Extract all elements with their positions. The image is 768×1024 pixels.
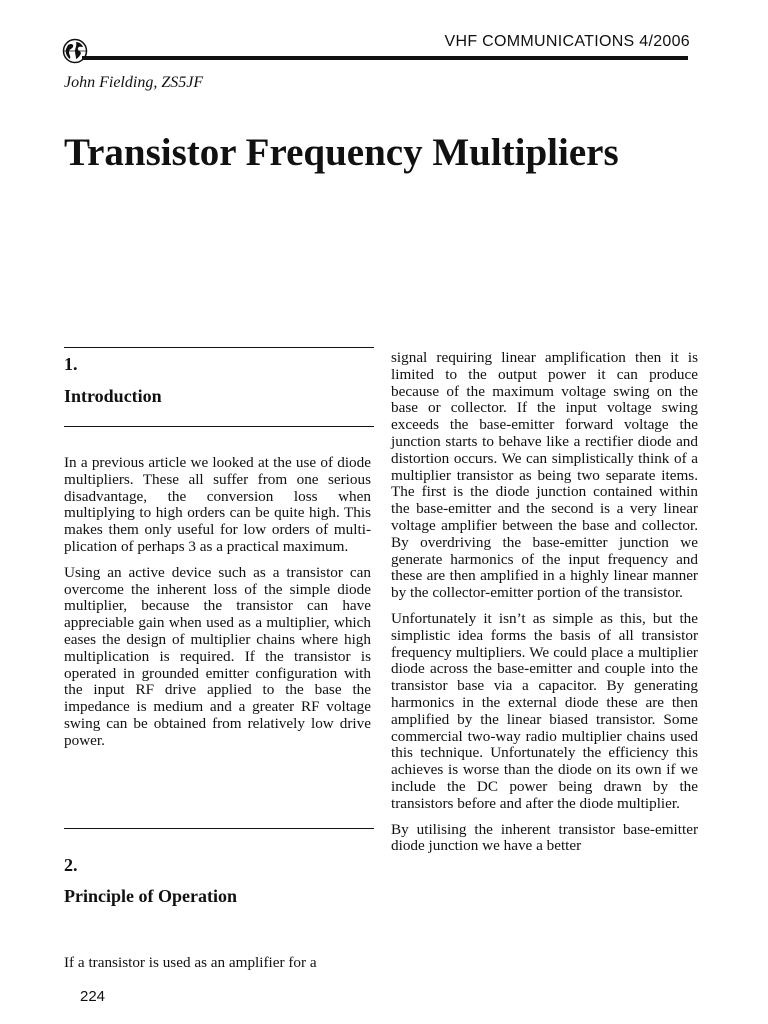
globe-icon (62, 38, 88, 64)
author-name: John Fielding, ZS5JF (64, 74, 204, 91)
section-body (64, 955, 371, 981)
section-heading: Principle of Operation (64, 886, 237, 906)
section-rule-top (64, 347, 374, 348)
body-paragraph: Unfortunately it isn’t as simple as this, but the simplistic idea forms the basis of all transistor frequency multipliers. We could place a multiplier diode across the base-emitter and couple into the transistor base via a capacitor. By generating harmonics in the external diode these are then amplified by the linear biased transistor. Some commercial two-way radio multiplier chains used this technique. Unfortunately the efficiency this achieves is worse than the diode on its own if we include the DC power being drawn by the transistors before and after the diode multiplier. (391, 609, 698, 812)
body-paragraph: If a transistor is used as an amplifier for a (64, 954, 317, 971)
body-paragraph: Using an active device such as a transistor can overcome the inherent loss of the simple diode multiplier, because the transistor can have appreciable gain when used as a multiplier, which eases the design of multiplier chains where high multiplication is required. If the transistor is operated in grounded emitter configuration with the input RF drive applied to the base the impedance is medium and a greater RF voltage swing can be obtained from relatively low drive power. (64, 563, 371, 749)
section-rule-top (64, 828, 374, 829)
page-number: 224 (80, 988, 106, 1005)
right-column (391, 350, 698, 864)
header-rule (82, 56, 688, 60)
section-body (64, 455, 371, 759)
section-rule-bottom (64, 426, 374, 427)
section-heading: Introduction (64, 386, 162, 406)
section-number: 1. (64, 354, 78, 374)
body-paragraph: In a previous article we looked at the use of diode multipliers. These all suffer from one serious disadvantage, the conversion loss when multiplying to high orders can be quite high. This makes them only useful for low orders of multiplication of perhaps 3 as a practical maximum. (64, 454, 371, 555)
body-paragraph: signal requiring linear amplification then it is limited to the output power it can produce because of the maximum voltage swing on the base or collector. If the input voltage swing exceeds the base-emitter forward voltage the junction starts to behave like a rectifier diode and distortion occurs. We can simplistically think of a multiplier transistor as being two separate items. The first is the diode junction contained within the base-emitter and the second is a very linear voltage amplifier between the base and collector. By overdriving the base-emitter junction we generate harmonics of the input frequency and these are then amplified in a highly linear manner by the collector-emitter portion of the transistor. (391, 349, 698, 602)
journal-header: VHF COMMUNICATIONS 4/2006 (444, 33, 690, 50)
body-paragraph: By utilising the inherent transistor base-emitter diode junction we have a better (391, 820, 698, 855)
section-number: 2. (64, 855, 78, 875)
article-title: Transistor Frequency Multipliers (64, 131, 619, 174)
